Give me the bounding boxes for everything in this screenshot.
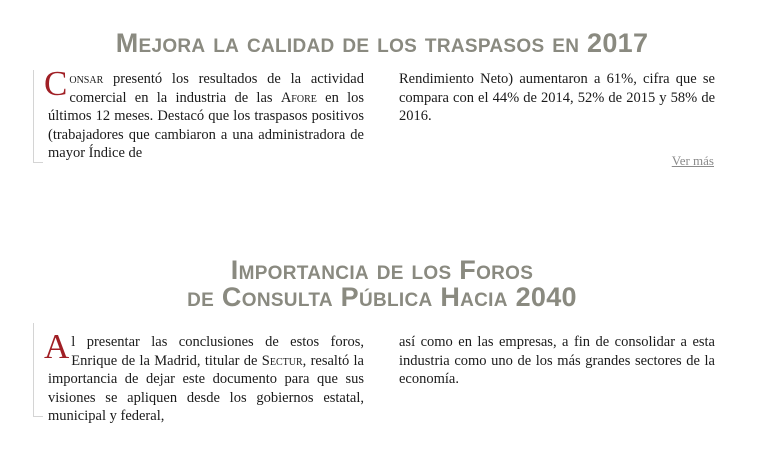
paragraph-text: , resaltó la importancia de dejar este documento para que sus visiones se apliquen desde los gobiernos estatal, municipal y federal, (48, 352, 364, 424)
article-title-line2: de Consulta Pública Hacia 2040 (187, 282, 577, 312)
article-column-right (399, 70, 715, 163)
article-column-left (44, 64, 365, 163)
article-column-left (44, 327, 364, 426)
afore-smallcaps: Afore (280, 89, 317, 106)
paragraph-text: l presentar las conclusiones de estos foros, Enrique de la Madrid, titular de (71, 334, 364, 369)
article-title-line1: Importancia de los Foros (230, 255, 534, 285)
ver-mas-link[interactable]: Ver más (671, 153, 714, 168)
article-column-right (399, 333, 715, 426)
sectur-smallcaps: Sectur (261, 352, 303, 369)
paragraph-text: así como en las empresas, a fin de consolidar a esta industria como uno de los más grandes sectores de la economía. (399, 334, 715, 387)
paragraph-text: presentó los resultados de la actividad comercial en la industria de las (69, 71, 364, 106)
article-traspasos (0, 30, 764, 57)
paragraph-text: Rendimiento Neto) aumentaron a 61%, cifra que se compara con el 44% de 2014, 52% de 2015 y 58% de 2016. (399, 71, 715, 124)
paragraph-text: en los últimos 12 meses. Destacó que los traspasos positivos (trabajadores que cambiaron a una administradora de mayor Índice de (48, 89, 365, 161)
article-title: Mejora la calidad de los traspasos en 2017 (115, 28, 649, 58)
consar-smallcaps: onsar (69, 71, 104, 87)
column-rule-2 (33, 323, 43, 417)
drop-cap: A (44, 327, 70, 366)
article-body-1 (44, 64, 715, 163)
article-foros (0, 257, 764, 311)
column-rule-1 (33, 70, 43, 163)
article-body-2 (44, 327, 715, 426)
drop-cap: C (44, 64, 68, 103)
